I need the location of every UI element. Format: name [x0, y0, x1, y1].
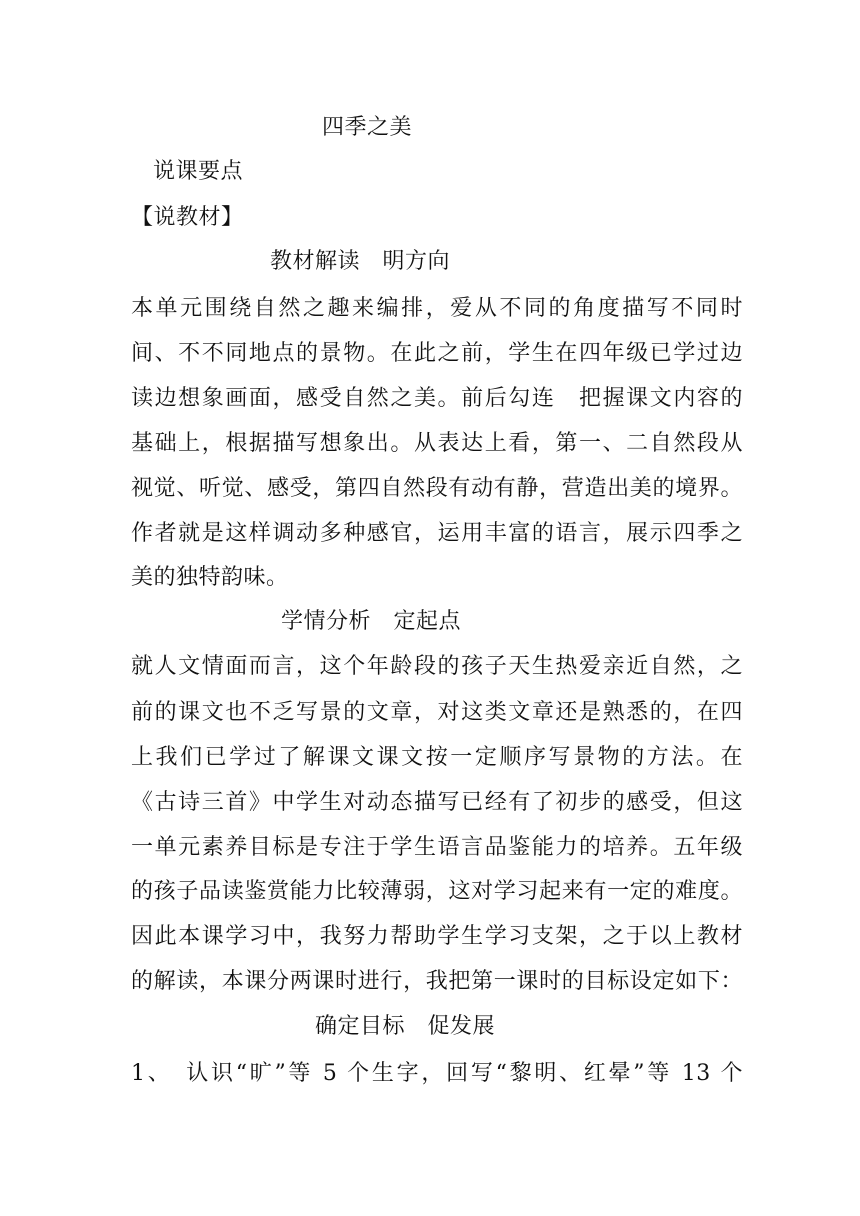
section-heading: 教材解读 明方向 [270, 249, 451, 274]
paragraph-line: 间、不不同地点的景物。在此之前，学生在四年级已学过边 [131, 341, 743, 366]
paragraph-line: 上我们已学过了解课文课文按一定顺序写景物的方法。在 [131, 745, 743, 770]
paragraph-line: 美的独特韵味。 [131, 565, 289, 590]
paragraph-line: 1、 认识“旷”等 5 个生字，回写“黎明、红晕”等 13 个 [131, 1061, 743, 1086]
section-heading: 学情分析 定起点 [281, 609, 462, 634]
paragraph-line: 读边想象画面，感受自然之美。前后勾连 把握课文内容的 [131, 386, 743, 411]
paragraph-line: 基础上，根据描写想象出。从表达上看，第一、二自然段从 [131, 431, 743, 456]
paragraph-line: 视觉、听觉、感受，第四自然段有动有静，营造出美的境界。 [131, 476, 743, 501]
document-subtitle: 说课要点 [153, 159, 244, 184]
paragraph-line: 前的课文也不乏写景的文章，对这类文章还是熟悉的，在四 [131, 700, 743, 725]
paragraph-line: 一单元素养目标是专注于学生语言品鉴能力的培养。五年级 [131, 835, 743, 860]
section-heading: 确定目标 促发展 [315, 1014, 496, 1039]
paragraph-line: 就人文情面而言，这个年龄段的孩子天生热爱亲近自然，之 [131, 654, 743, 679]
document-title: 四季之美 [322, 115, 413, 140]
paragraph-line: 的孩子品读鉴赏能力比较薄弱，这对学习起来有一定的难度。 [131, 879, 743, 904]
paragraph-line: 的解读，本课分两课时进行，我把第一课时的目标设定如下： [131, 969, 743, 994]
section-label: 【说教材】 [131, 205, 244, 230]
paragraph-line: 因此本课学习中，我努力帮助学生学习支架，之于以上教材 [131, 924, 743, 949]
paragraph-line: 作者就是这样调动多种感官，运用丰富的语言，展示四季之 [131, 521, 743, 546]
paragraph-line: 本单元围绕自然之趣来编排，爱从不同的角度描写不同时 [131, 296, 743, 321]
paragraph-line: 《古诗三首》中学生对动态描写已经有了初步的感受，但这 [131, 790, 743, 815]
